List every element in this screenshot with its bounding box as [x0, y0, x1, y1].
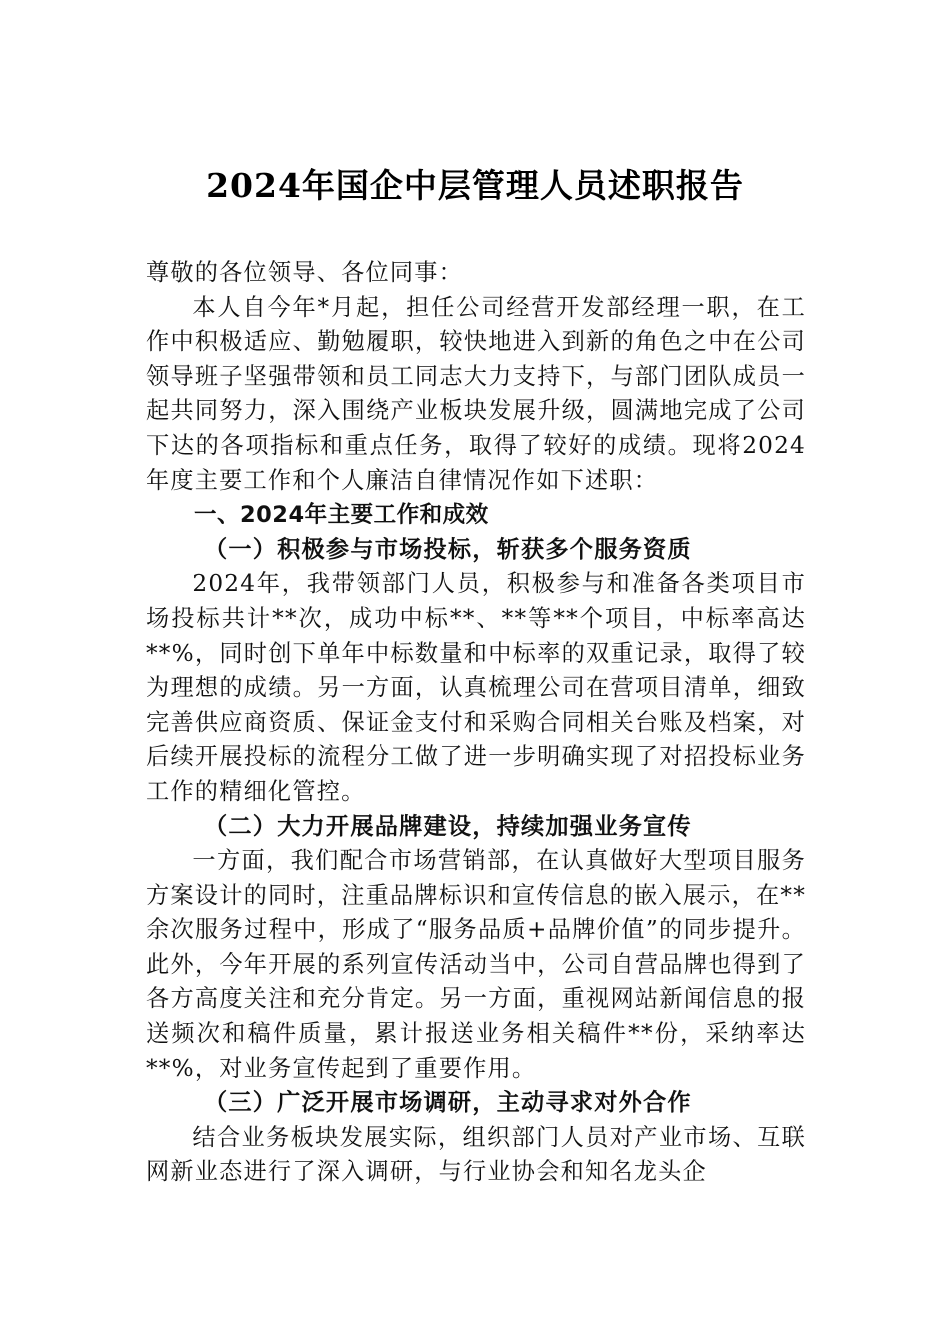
subsection-paragraph-1: 2024年，我带领部门人员，积极参与和准备各类项目市场投标共计**次，成功中标**、**等**个项目，中标率高达**%，同时创下单年中标数量和中标率的双重记录，取得了较为理想的成绩。另一方面，认真梳理公司在营项目清单，细致完善供应商资质、保证金支付和采购合同相关台账及档案，对后续开展投标的流程分工做了进一步明确实现了对招投标业务工作的精细化管控。 — [146, 570, 806, 805]
subsection-heading-2: （二）大力开展品牌建设，持续加强业务宣传 — [204, 812, 692, 840]
subsection-heading-3: （三）广泛开展市场调研，主动寻求对外合作 — [204, 1089, 692, 1117]
subsection-paragraph-3: 结合业务板块发展实际，组织部门人员对产业市场、互联网新业态进行了深入调研，与行业协会和知名龙头企 — [146, 1123, 806, 1186]
subsection-paragraph-2: 一方面，我们配合市场营销部，在认真做好大型项目服务方案设计的同时，注重品牌标识和宣传信息的嵌入展示，在**余次服务过程中，形成了“服务品质+品牌价值”的同步提升。此外，今年开展的系列宣传活动当中，公司自营品牌也得到了各方高度关注和充分肯定。另一方面，重视网站新闻信息的报送频次和稿件质量，累计报送业务相关稿件**份，采纳率达**%，对业务宣传起到了重要作用。 — [146, 847, 806, 1082]
intro-paragraph: 本人自今年*月起，担任公司经营开发部经理一职，在工作中积极适应、勤勉履职，较快地进入到新的角色之中在公司领导班子坚强带领和员工同志大力支持下，与部门团队成员一起共同努力，深入围绕产业板块发展升级，圆满地完成了公司下达的各项指标和重点任务，取得了较好的成绩。现将2024年度主要工作和个人廉洁自律情况作如下述职： — [146, 293, 806, 494]
document-title: 2024年国企中层管理人员述职报告 — [206, 166, 744, 205]
subsection-heading-1: （一）积极参与市场投标，斩获多个服务资质 — [204, 535, 692, 563]
document-body — [146, 256, 806, 1190]
section-heading-1: 一、2024年主要工作和成效 — [194, 502, 489, 529]
salutation: 尊敬的各位领导、各位同事： — [146, 259, 464, 286]
